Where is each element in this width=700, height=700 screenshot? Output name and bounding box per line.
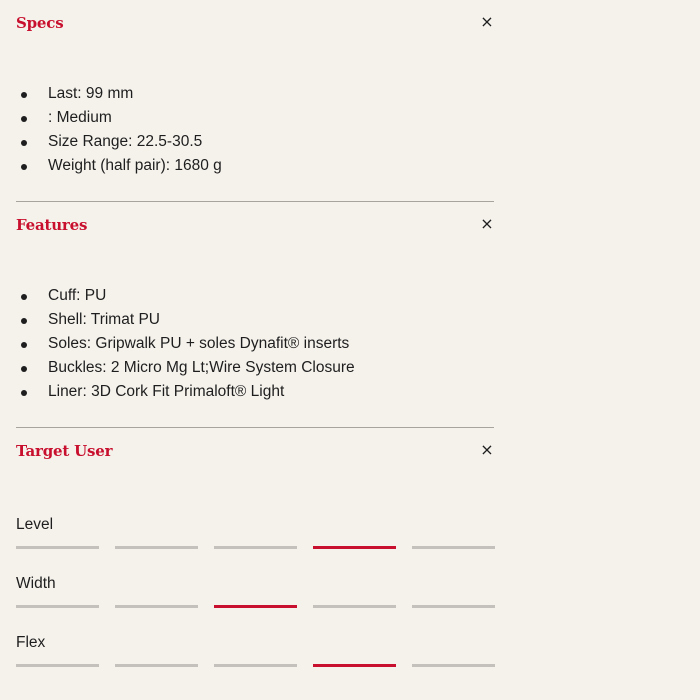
rating-track <box>16 605 496 608</box>
close-icon[interactable]: × <box>480 214 494 233</box>
list-item: Shell: Trimat PU <box>16 308 494 332</box>
bullet-icon <box>21 294 27 300</box>
bullet-icon <box>21 342 27 348</box>
features-list <box>16 284 494 404</box>
bullet-icon <box>21 366 27 372</box>
rating-label: Flex <box>16 634 46 651</box>
list-item: Soles: Gripwalk PU + soles Dynafit® inserts <box>16 332 494 356</box>
rating-segment-2 <box>115 605 198 608</box>
target-user-section <box>16 428 494 692</box>
bullet-icon <box>21 92 27 98</box>
list-item: Buckles: 2 Micro Mg Lt;Wire System Closure <box>16 356 494 380</box>
rating-track <box>16 546 496 549</box>
rating-segment-4 <box>313 605 396 608</box>
rating-segment-3 <box>214 664 297 667</box>
rating-flex <box>16 633 494 692</box>
rating-segment-1 <box>16 664 99 667</box>
rating-segment-4 <box>313 664 396 667</box>
bullet-icon <box>21 390 27 396</box>
bullet-icon <box>21 164 27 170</box>
close-icon[interactable]: × <box>480 440 494 459</box>
list-item: : Medium <box>16 106 494 130</box>
list-item: Size Range: 22.5-30.5 <box>16 130 494 154</box>
bullet-icon <box>21 318 27 324</box>
rating-segment-1 <box>16 546 99 549</box>
specs-title: Specs <box>16 14 64 32</box>
specs-section <box>16 0 494 202</box>
close-icon[interactable]: × <box>480 12 494 31</box>
specs-header[interactable] <box>16 0 494 48</box>
features-header[interactable] <box>16 202 494 250</box>
rating-segment-5 <box>412 546 495 549</box>
specs-list <box>16 82 494 178</box>
rating-label: Level <box>16 516 54 533</box>
list-item: Weight (half pair): 1680 g <box>16 154 494 178</box>
rating-segment-5 <box>412 605 495 608</box>
rating-segment-2 <box>115 546 198 549</box>
rating-segment-3 <box>214 546 297 549</box>
bullet-icon <box>21 140 27 146</box>
target-user-title: Target User <box>16 442 113 460</box>
features-section <box>16 202 494 428</box>
target-user-header[interactable] <box>16 428 494 476</box>
features-title: Features <box>16 216 88 234</box>
list-item: Last: 99 mm <box>16 82 494 106</box>
rating-width <box>16 574 494 633</box>
list-item: Liner: 3D Cork Fit Primaloft® Light <box>16 380 494 404</box>
bullet-icon <box>21 116 27 122</box>
rating-track <box>16 664 496 667</box>
product-details-accordion <box>16 0 494 692</box>
rating-segment-5 <box>412 664 495 667</box>
rating-label: Width <box>16 575 56 592</box>
rating-segment-1 <box>16 605 99 608</box>
rating-segment-2 <box>115 664 198 667</box>
rating-level <box>16 515 494 574</box>
list-item: Cuff: PU <box>16 284 494 308</box>
rating-segment-3 <box>214 605 297 608</box>
rating-segment-4 <box>313 546 396 549</box>
